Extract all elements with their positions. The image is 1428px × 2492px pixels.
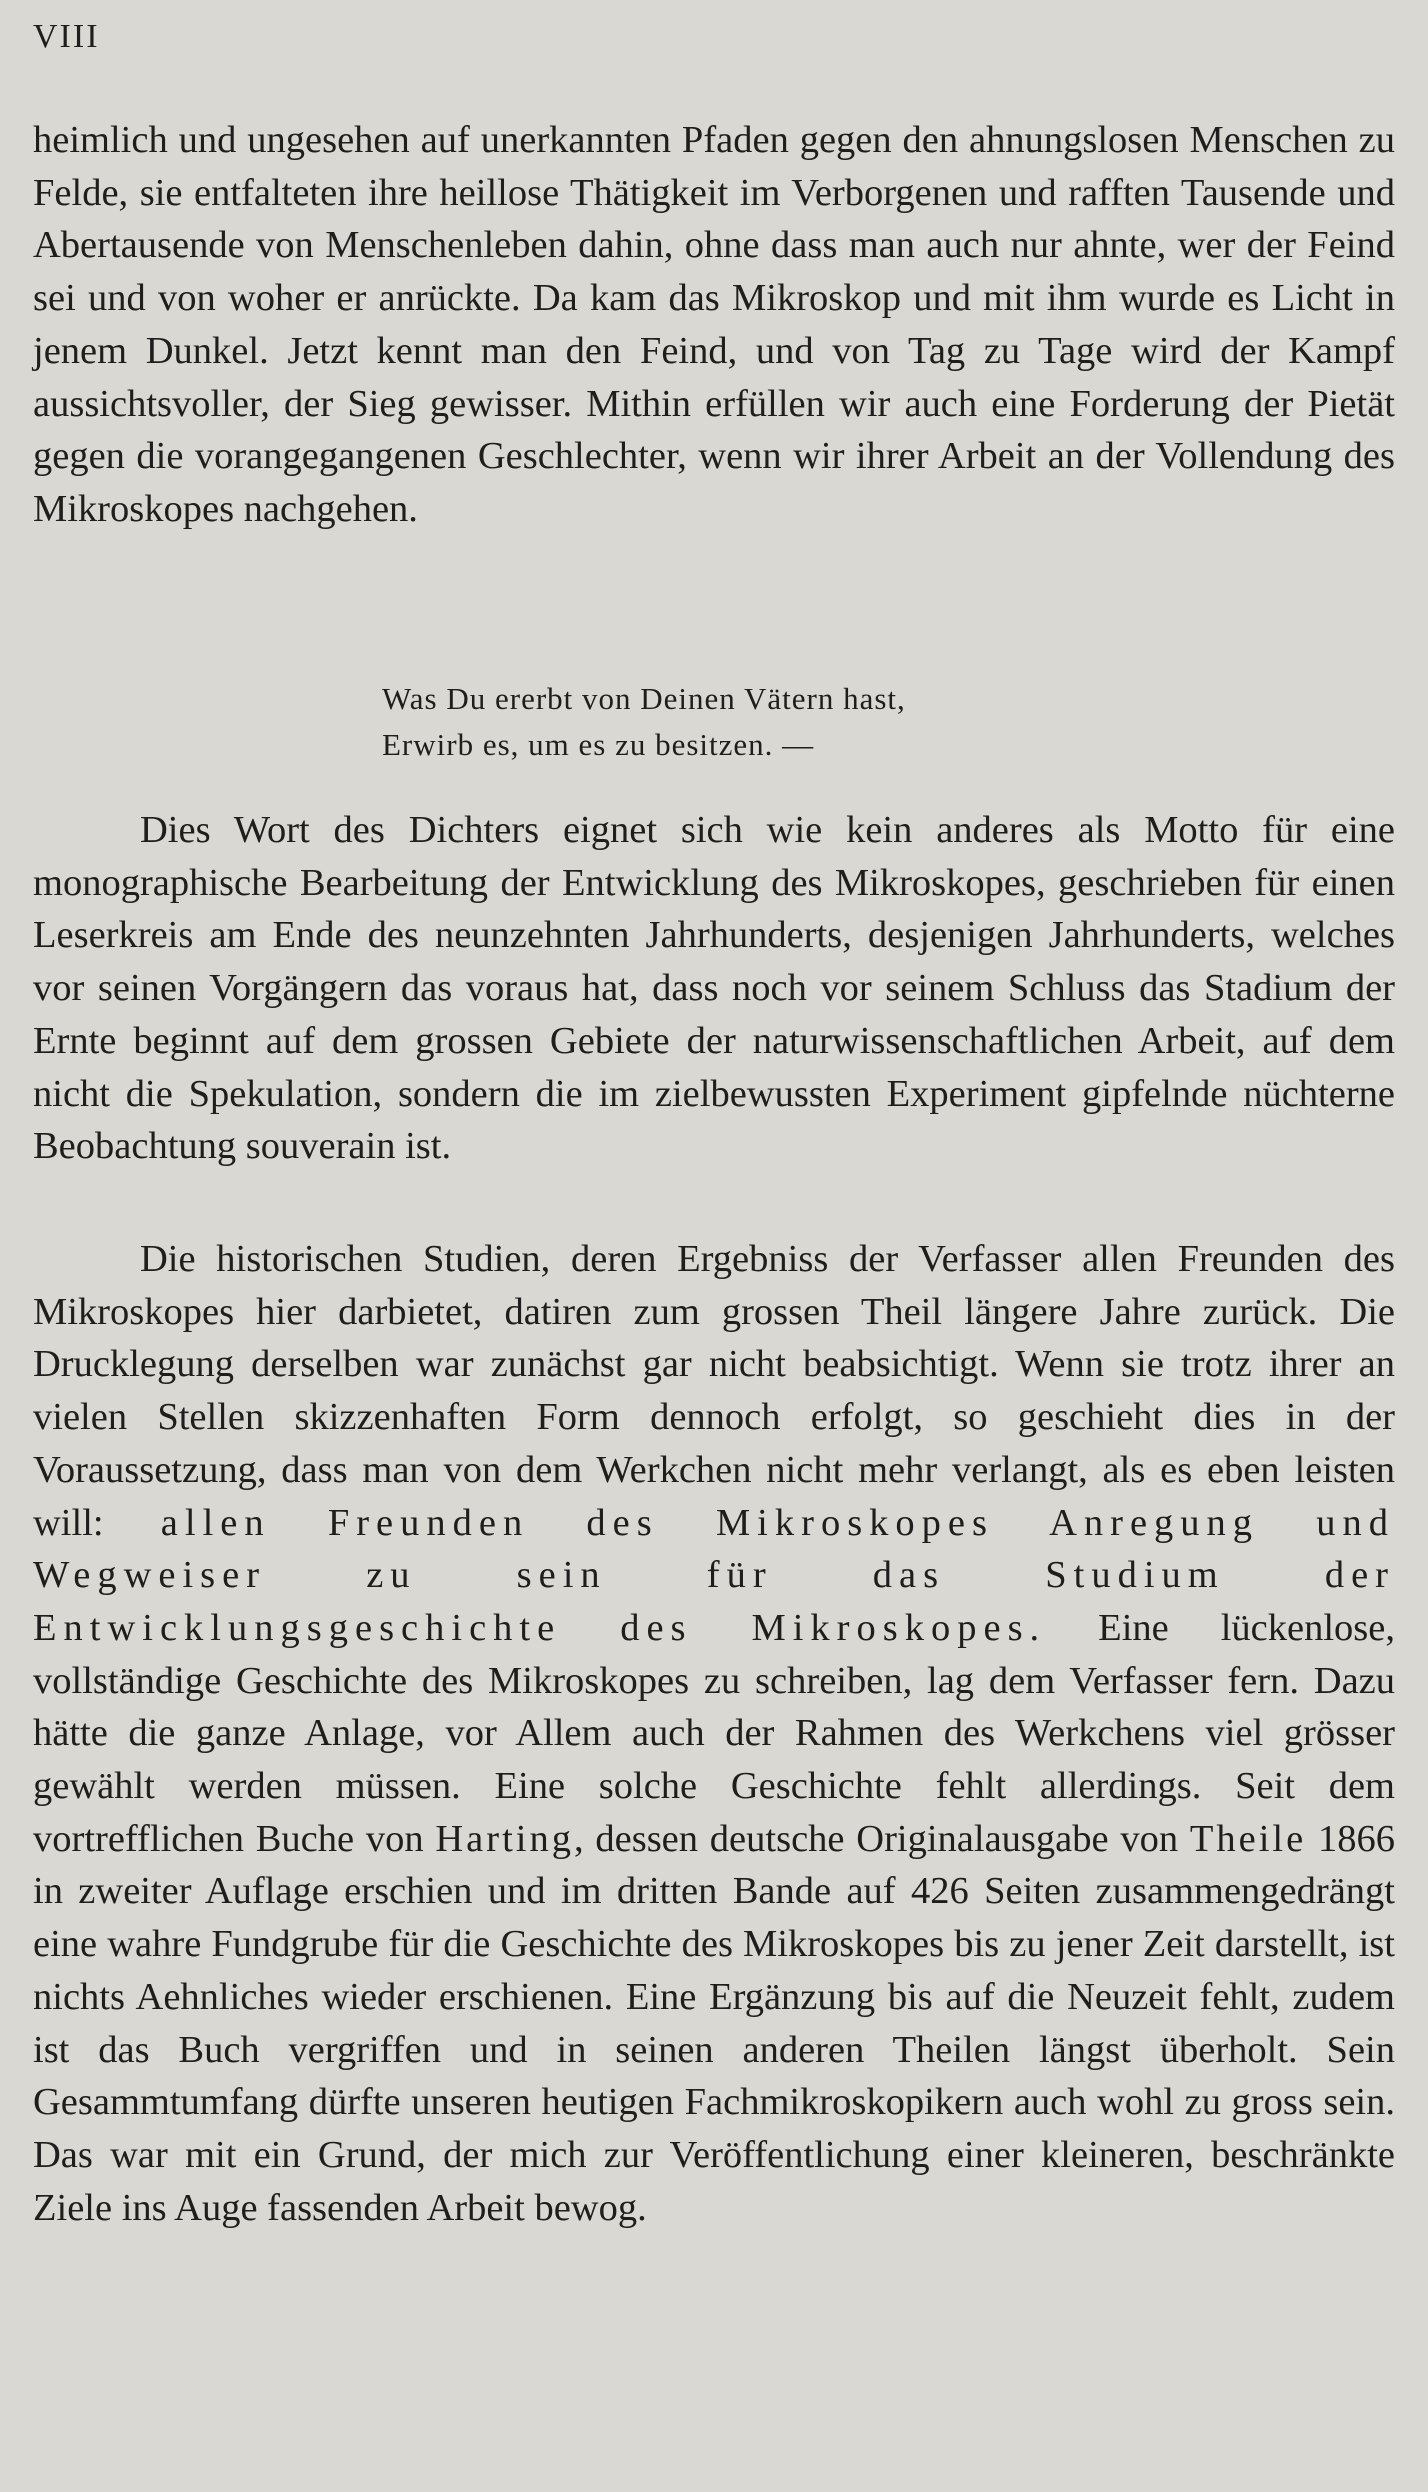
paragraph-3 bbox=[33, 1233, 1395, 2234]
poem-line-2: Erwirb es, um es zu besitzen. — bbox=[382, 727, 815, 762]
paragraph-3-emphasis: allen Freunden des Mikroskopes Anregung und Wegweiser zu sein für das Studium der Entwicklungsgeschichte des Mikroskopes. bbox=[33, 1501, 1395, 1649]
paragraph-3-part-1: Die historischen Studien, deren Ergebniss der Verfasser allen Freunden des Mikroskopes hier darbietet, datiren zum grossen Theil längere Jahre zurück. Die Drucklegung derselben war zunächst gar nicht beabsichtigt. Wenn sie trotz ihrer an vielen Stellen skizzenhaften Form dennoch erfolgt, so geschieht dies in der Voraussetzung, dass man von dem Werkchen nicht mehr verlangt, als es eben leisten will: bbox=[33, 1238, 1395, 1544]
poem-line-1: Was Du ererbt von Deinen Vätern hast, bbox=[382, 681, 906, 716]
paragraph-3-part-2: Eine lückenlose, vollständige Geschichte des Mikroskopes zu schreiben, lag dem Verfasser fern. Dazu hätte die ganze Anlage, vor Allem auch der Rahmen des Werkchens viel grösser gewählt werden müssen. Eine solche Geschichte fehlt allerdings. Seit dem vortrefflichen Buche von bbox=[33, 1606, 1395, 1860]
page-number: VIII bbox=[33, 18, 100, 55]
poem-quote bbox=[382, 676, 906, 768]
paragraph-3-part-3: , dessen deutsche Originalausgabe von bbox=[573, 1817, 1190, 1860]
paragraph-1: heimlich und ungesehen auf unerkannten Pfaden gegen den ahnungslosen Menschen zu Felde, sie entfalteten ihre heillose Thätigkeit im Verborgenen und rafften Tausende und Abertausende von Menschenleben dahin, ohne dass man auch nur ahnte, wer der Feind sei und von woher er anrückte. Da kam das Mikroskop und mit ihm wurde es Licht in jenem Dunkel. Jetzt kennt man den Feind, und von Tag zu Tage wird der Kampf aussichtsvoller, der Sieg gewisser. Mithin erfüllen wir auch eine Forderung der Pietät gegen die vorangegangenen Geschlechter, wenn wir ihrer Arbeit an der Vollendung des Mikroskopes nachgehen. bbox=[33, 119, 1395, 530]
paragraph-3-part-4: 1866 in zweiter Auflage erschien und im dritten Bande auf 426 Seiten zusammengedrängt eine wahre Fundgrube für die Geschichte des Mikroskopes bis zu jener Zeit darstellt, ist nichts Aehnliches wieder erschienen. Eine Ergänzung bis auf die Neuzeit fehlt, zudem ist das Buch vergriffen und in seinen anderen Theilen längst überholt. Sein Gesammtumfang dürfte unseren heutigen Fachmikroskopikern auch wohl zu gross sein. Das war mit ein Grund, der mich zur Veröffentlichung einer kleineren, beschränkte Ziele ins Auge fassenden Arbeit bewog. bbox=[33, 1817, 1395, 2229]
author-name-harting: Harting bbox=[435, 1817, 574, 1860]
author-name-theile: Theile bbox=[1189, 1817, 1307, 1860]
paragraph-2: Dies Wort des Dichters eignet sich wie kein anderes als Motto für eine monographische Bearbeitung der Entwicklung des Mikroskopes, geschrieben für einen Leserkreis am Ende des neunzehnten Jahrhunderts, desjenigen Jahrhunderts, welches vor seinen Vorgängern das voraus hat, dass noch vor seinem Schluss das Stadium der Ernte beginnt auf dem grossen Gebiete der naturwissenschaftlichen Arbeit, auf dem nicht die Spekulation, sondern die im zielbewussten Experiment gipfelnde nüchterne Beobachtung souverain ist. bbox=[33, 809, 1395, 1168]
